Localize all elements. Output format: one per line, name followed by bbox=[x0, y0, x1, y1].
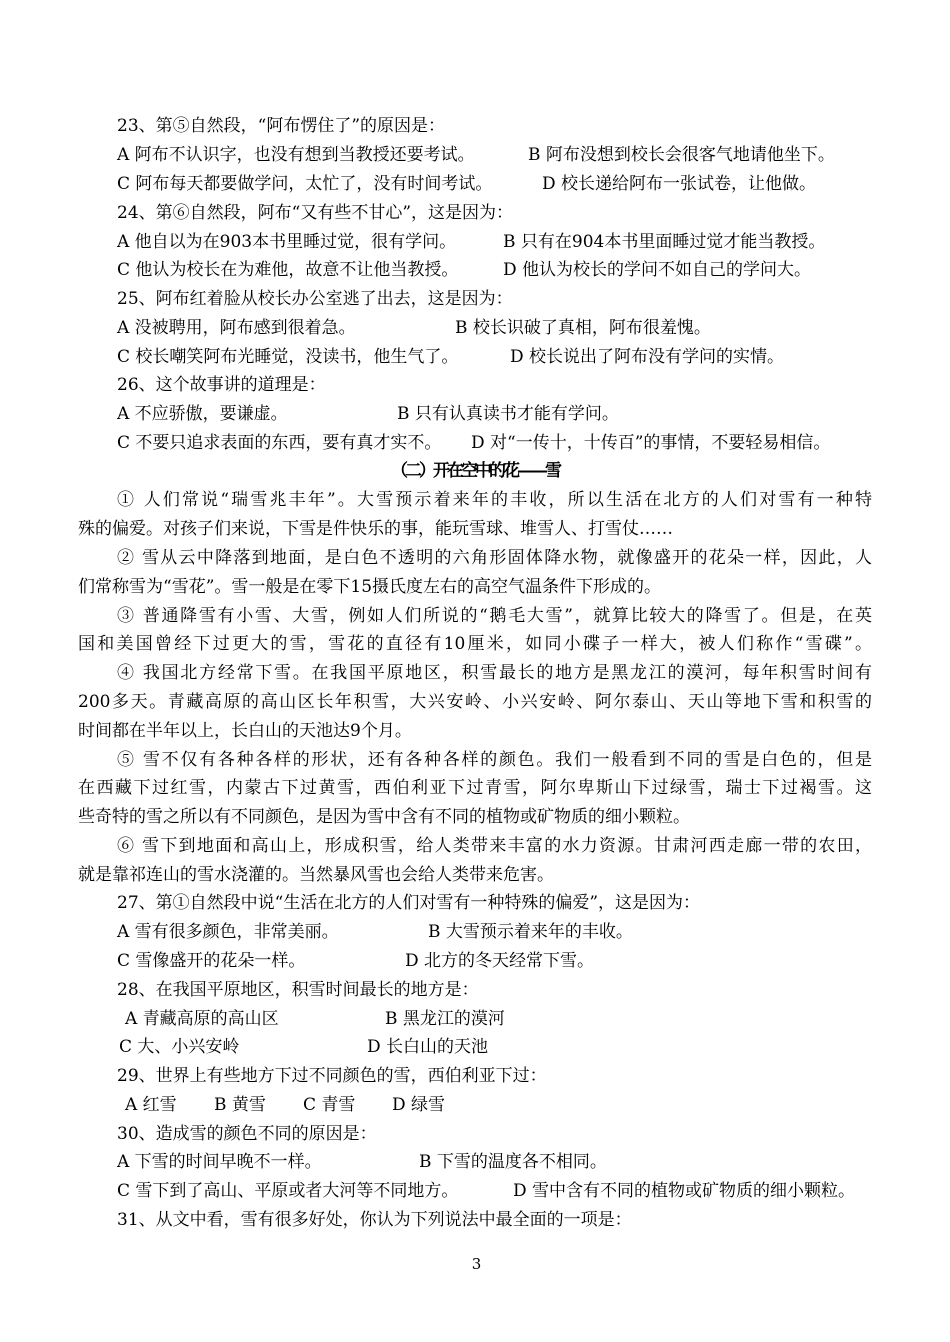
passage-line: 国和美国曾经下过更大的雪，雪花的直径有10厘米，如同小碟子一样大，被人们称作“雪碟”。 bbox=[78, 634, 872, 654]
passage-line: 殊的偏爱。对孩子们来说，下雪是件快乐的事，能玩雪球、堆雪人、打雪仗…… bbox=[78, 519, 673, 539]
question-27: 27、第①自然段中说“生活在北方的人们对雪有一种特殊的偏爱”，这是因为： bbox=[117, 893, 701, 913]
q30-option-b: B 下雪的温度各不相同。 bbox=[419, 1152, 607, 1172]
q26-option-c: C 不要只追求表面的东西，要有真才实不。 bbox=[117, 433, 442, 453]
q30-option-d: D 雪中含有不同的植物或矿物质的细小颗粒。 bbox=[513, 1181, 856, 1201]
question-25: 25、阿布红着脸从校长办公室逃了出去，这是因为： bbox=[117, 289, 513, 309]
q23-option-b: B 阿布没想到校长会很客气地请他坐下。 bbox=[528, 145, 835, 165]
q25-option-d: D 校长说出了阿布没有学问的实情。 bbox=[510, 347, 785, 367]
q29-option-b: B 黄雪 bbox=[214, 1095, 266, 1115]
q28-option-a: A 青藏高原的高山区 bbox=[125, 1009, 279, 1029]
q27-option-d: D 北方的冬天经常下雪。 bbox=[405, 951, 595, 971]
passage-line: ⑤ 雪不仅有各种各样的形状，还有各种各样的颜色。我们一般看到不同的雪是白色的，但是 bbox=[117, 750, 872, 770]
q23-option-c: C 阿布每天都要做学问，太忙了，没有时间考试。 bbox=[117, 174, 493, 194]
passage-line: 时间都在半年以上，长白山的天池达9个月。 bbox=[78, 721, 412, 741]
q29-option-c: C 青雪 bbox=[303, 1095, 356, 1115]
question-28: 28、在我国平原地区，积雪时间最长的地方是： bbox=[117, 980, 479, 1000]
passage-line: 些奇特的雪之所以有不同颜色，是因为雪中含有不同的植物或矿物质的细小颗粒。 bbox=[78, 807, 690, 827]
passage-line: ③ 普通降雪有小雪、大雪，例如人们所说的“鹅毛大雪”，就算比较大的降雪了。但是，在英 bbox=[117, 606, 872, 626]
q29-option-d: D 绿雪 bbox=[392, 1095, 446, 1115]
page-number: 3 bbox=[471, 1255, 479, 1273]
passage-line: ① 人们常说“瑞雪兆丰年”。大雪预示着来年的丰收，所以生活在北方的人们对雪有一种特 bbox=[117, 490, 872, 510]
q28-option-b: B 黑龙江的漠河 bbox=[385, 1009, 505, 1029]
q25-option-c: C 校长嘲笑阿布光睡觉，没读书，他生气了。 bbox=[117, 347, 459, 367]
question-29: 29、世界上有些地方下过不同颜色的雪，西伯利亚下过： bbox=[117, 1066, 547, 1086]
q27-option-b: B 大雪预示着来年的丰收。 bbox=[428, 922, 633, 942]
q24-option-a: A 他自以为在903本书里睡过觉，很有学问。 bbox=[117, 232, 457, 252]
q27-option-a: A 雪有很多颜色，非常美丽。 bbox=[117, 922, 339, 942]
q24-option-b: B 只有在904本书里面睡过觉才能当教授。 bbox=[503, 232, 826, 252]
q29-option-a: A 红雪 bbox=[125, 1095, 177, 1115]
q30-option-a: A 下雪的时间早晚不一样。 bbox=[117, 1152, 322, 1172]
passage-line: 200多天。青藏高原的高山区长年积雪，大兴安岭、小兴安岭、阿尔泰山、天山等地下雪和积雪的 bbox=[78, 692, 872, 712]
passage-line: ④ 我国北方经常下雪。在我国平原地区，积雪最长的地方是黑龙江的漠河，每年积雪时间有 bbox=[117, 663, 872, 683]
q27-option-c: C 雪像盛开的花朵一样。 bbox=[117, 951, 306, 971]
passage-line: 就是靠祁连山的雪水浇灌的。当然暴风雪也会给人类带来危害。 bbox=[78, 865, 554, 885]
q26-option-a: A 不应骄傲，要谦虚。 bbox=[117, 404, 288, 424]
q28-option-d: D 长白山的天池 bbox=[367, 1037, 489, 1057]
q24-option-d: D 他认为校长的学问不如自己的学问大。 bbox=[503, 260, 812, 280]
q26-option-b: B 只有认真读书才能有学问。 bbox=[397, 404, 619, 424]
q23-option-a: A 阿布不认识字，也没有想到当教授还要考试。 bbox=[117, 145, 475, 165]
q25-option-b: B 校长识破了真相，阿布很羞愧。 bbox=[455, 318, 711, 338]
passage-line: ② 雪从云中降落到地面，是白色不透明的六角形固体降水物，就像盛开的花朵一样，因此，人 bbox=[117, 548, 872, 568]
question-23: 23、第⑤自然段，“阿布愣住了”的原因是： bbox=[117, 116, 446, 136]
question-31: 31、从文中看，雪有很多好处，你认为下列说法中最全面的一项是： bbox=[117, 1210, 632, 1230]
q25-option-a: A 没被聘用，阿布感到很着急。 bbox=[117, 318, 356, 338]
question-26: 26、这个故事讲的道理是： bbox=[117, 375, 326, 395]
question-24: 24、第⑥自然段，阿布“又有些不甘心”，这是因为： bbox=[117, 203, 514, 223]
passage-line: 在西藏下过红雪，内蒙古下过黄雪，西伯利亚下过青雪，阿尔卑斯山下过绿雪，瑞士下过褐雪。这 bbox=[78, 778, 872, 798]
passage-line: ⑥ 雪下到地面和高山上，形成积雪，给人类带来丰富的水力资源。甘肃河西走廊一带的农田， bbox=[117, 836, 872, 856]
q28-option-c: C 大、小兴安岭 bbox=[119, 1037, 240, 1057]
q23-option-d: D 校长递给阿布一张试卷，让他做。 bbox=[542, 174, 817, 194]
section-title: （二）开在空中的花——雪 bbox=[391, 461, 559, 481]
question-30: 30、造成雪的颜色不同的原因是： bbox=[117, 1124, 377, 1144]
q26-option-d: D 对“一传十，十传百”的事情，不要轻易相信。 bbox=[471, 433, 831, 453]
q30-option-c: C 雪下到了高山、平原或者大河等不同地方。 bbox=[117, 1181, 459, 1201]
passage-line: 们常称雪为“雪花”。雪一般是在零下15摄氏度左右的高空气温条件下形成的。 bbox=[78, 577, 662, 597]
q24-option-c: C 他认为校长在为难他，故意不让他当教授。 bbox=[117, 260, 459, 280]
